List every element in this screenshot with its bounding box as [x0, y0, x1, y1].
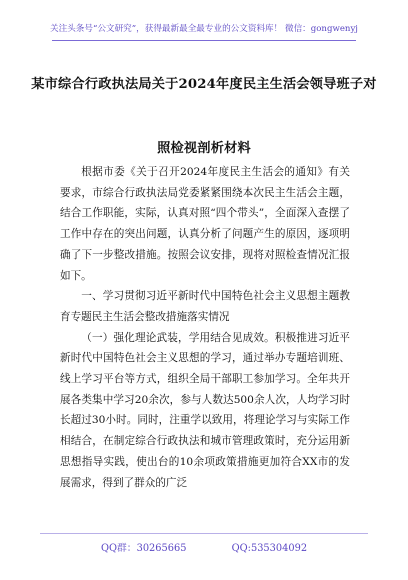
section-heading-1: 一、学习贯彻习近平新时代中国特色社会主义思想主题教育专题民主生活会整改措施落实情况	[60, 290, 350, 323]
footer-divider	[40, 533, 368, 534]
qq-contact-number: QQ:535304092	[231, 543, 308, 554]
header-divider	[52, 40, 356, 41]
qq-group-number: QQ群：30265665	[100, 543, 187, 554]
document-title-line-2: 照检视剖析材料	[157, 141, 251, 156]
paragraph-subsection-1: （一）强化理论武装，学用结合见成效。积极推进习近平新时代中国特色社会主义思想的学习，通过举办专题培训班、线上学习平台等方式，组织全局干部职工参加学习。全年共开展各类集中学习20余次，参与人数达500余人次，人均学习时长超过30小时。同时，注重学以致用，将理论学习与实际工作相结合，在制定综合行政执法和城市管理政策时，充分运用新思想指导实践，使出台的10余项政策措施更加符合XX市的发展需求，得到了群众的广泛	[60, 331, 350, 489]
promo-header: 关注头条号“公文研究”，获得最新最全最专业的公文资料库！ 微信：gongwenyj	[50, 24, 358, 34]
promo-footer	[0, 540, 408, 554]
document-body	[60, 162, 350, 493]
paragraph-intro: 根据市委《关于召开2024年度民主生活会的通知》有关要求，市综合行政执法局党委紧紧围绕本次民主生活会主题，结合工作职能，实际，认真对照“四个带头”，全面深入查摆了工作中存在的突出问题，认真分析了问题产生的原因，逐项明确了下一步整改措施。按照会议安排，现将对照检查情况汇报如下。	[60, 166, 350, 282]
document-title-line-1: 某市综合行政执法局关于2024年度民主生活会领导班子对	[31, 77, 377, 92]
